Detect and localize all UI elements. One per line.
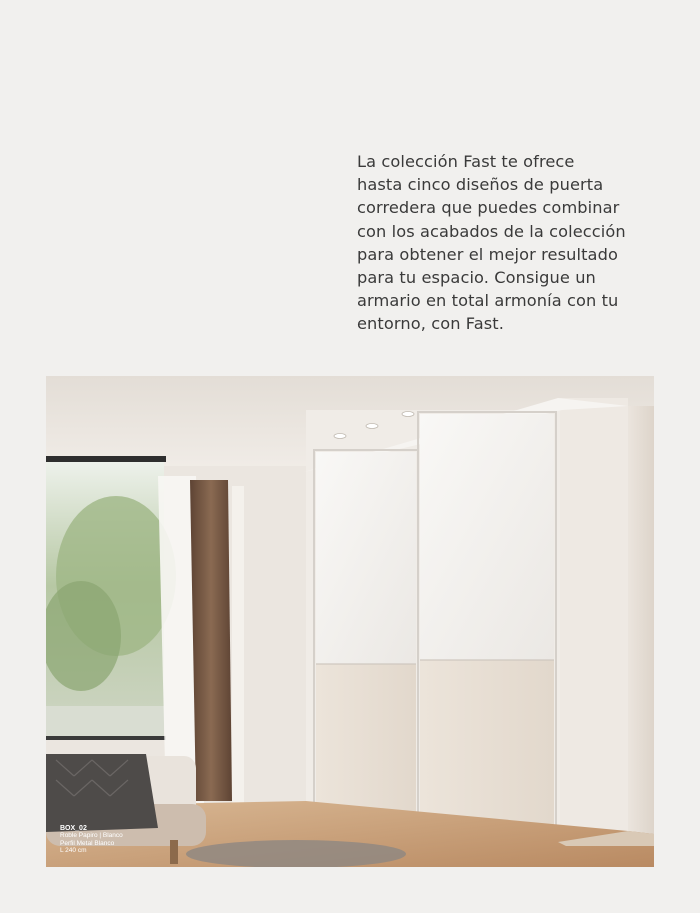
product-caption: [60, 825, 123, 855]
intro-paragraph: La colección Fast te ofrece hasta cinco diseños de puerta corredera que puedes combinar con los acabados de la colección para obtener el mejor resultado para tu espacio. Consigue un armario en total armonía con tu entorno, con Fast.: [357, 152, 626, 334]
caption-profile: Perfil Metal Blanco: [60, 839, 115, 847]
caption-length: L 240 cm: [60, 847, 87, 855]
wardrobe-illustration: [46, 376, 654, 867]
caption-finish: Roble Papiro | Blanco: [60, 832, 123, 840]
wardrobe-photo: [46, 376, 654, 867]
caption-model: BOX_02: [60, 824, 87, 832]
